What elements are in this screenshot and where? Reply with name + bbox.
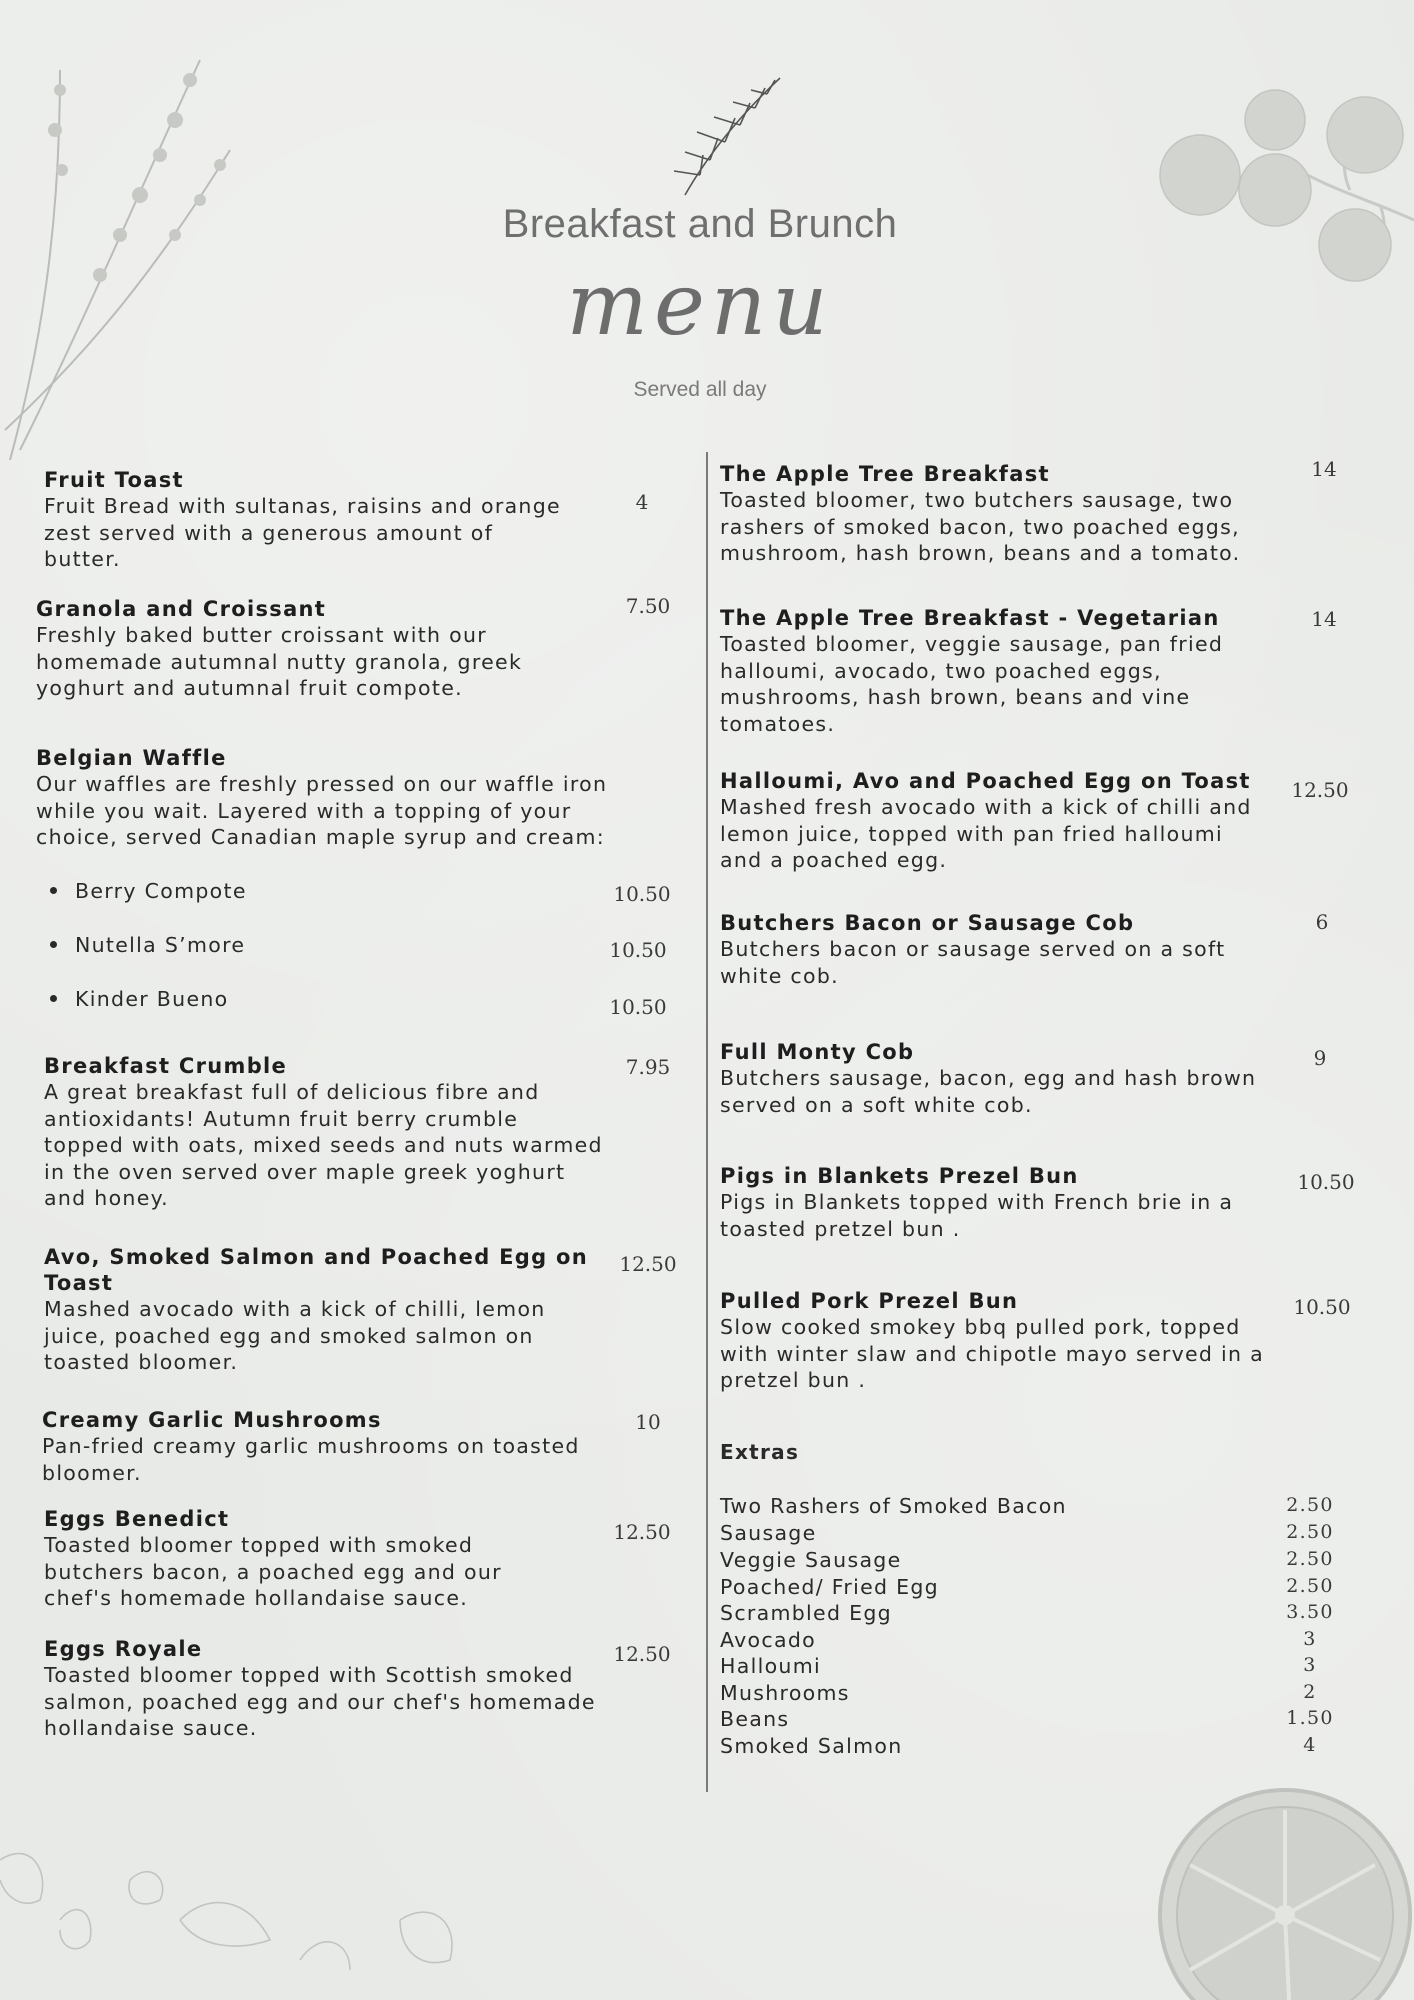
extra-name: Two Rashers of Smoked Bacon xyxy=(720,1494,1067,1518)
menu-item-fruit-toast xyxy=(44,467,564,573)
item-description: Toasted bloomer topped with smoked butchers bacon, a poached egg and our chef's homemade hollandaise sauce. xyxy=(44,1533,502,1610)
item-description: Toasted bloomer, two butchers sausage, two rashers of smoked bacon, two poached eggs, mushroom, hash brown, beans and a tomato. xyxy=(720,488,1241,565)
menu-item-eggs-benedict xyxy=(44,1506,574,1612)
item-name: Creamy Garlic Mushrooms xyxy=(42,1408,382,1432)
extra-item xyxy=(720,1575,1340,1602)
extra-item xyxy=(720,1494,1340,1521)
item-description: Pigs in Blankets topped with French brie in a toasted pretzel bun . xyxy=(720,1190,1234,1241)
menu-item-bacon-sausage-cob xyxy=(720,910,1280,989)
extras-heading: Extras xyxy=(720,1440,800,1464)
menu-item-eggs-royale xyxy=(44,1636,604,1742)
extra-name: Veggie Sausage xyxy=(720,1548,902,1572)
column-divider xyxy=(706,452,708,1792)
waffle-option xyxy=(50,933,245,957)
bullet-icon xyxy=(50,887,57,894)
item-description: Butchers sausage, bacon, egg and hash brown served on a soft white cob. xyxy=(720,1066,1257,1117)
extra-name: Sausage xyxy=(720,1521,817,1545)
option-name: Nutella S’more xyxy=(75,933,246,957)
extra-name: Avocado xyxy=(720,1628,816,1652)
option-price: 10.50 xyxy=(613,882,671,906)
waffle-option xyxy=(50,879,247,903)
item-description: Mashed fresh avocado with a kick of chilli and lemon juice, topped with pan fried halloumi and a poached egg. xyxy=(720,795,1252,872)
item-price: 10 xyxy=(635,1410,661,1434)
extra-price: 2 xyxy=(1303,1681,1317,1703)
extra-price: 2.50 xyxy=(1286,1521,1334,1543)
rosemary-sprig-icon xyxy=(655,70,785,200)
extra-item xyxy=(720,1601,1340,1628)
item-name: Eggs Royale xyxy=(44,1637,203,1661)
extra-price: 4 xyxy=(1303,1734,1317,1756)
item-price: 7.95 xyxy=(625,1055,671,1079)
item-name: Avo, Smoked Salmon and Poached Egg on Toast xyxy=(44,1245,589,1295)
menu-item-belgian-waffle xyxy=(36,745,656,851)
item-name: Full Monty Cob xyxy=(720,1040,915,1064)
item-description: Fruit Bread with sultanas, raisins and orange zest served with a generous amount of butter. xyxy=(44,494,561,571)
herb-sprig-illustration xyxy=(0,30,240,470)
lemon-slice-illustration xyxy=(1150,1770,1414,2000)
menu-item-granola-croissant xyxy=(36,596,576,702)
extra-price: 1.50 xyxy=(1286,1707,1334,1729)
extra-price: 2.50 xyxy=(1286,1494,1334,1516)
item-price: 10.50 xyxy=(1293,1295,1351,1319)
served-note: Served all day xyxy=(633,378,767,401)
option-price: 10.50 xyxy=(609,938,667,962)
item-name: Eggs Benedict xyxy=(44,1507,230,1531)
menu-item-halloumi-avo-egg xyxy=(720,768,1270,874)
extra-name: Poached/ Fried Egg xyxy=(720,1575,939,1599)
item-name: Breakfast Crumble xyxy=(44,1054,288,1078)
menu-item-full-monty-cob xyxy=(720,1039,1260,1118)
item-price: 14 xyxy=(1311,607,1337,631)
item-name: The Apple Tree Breakfast xyxy=(720,462,1050,486)
option-name: Berry Compote xyxy=(75,879,247,903)
extra-item xyxy=(720,1521,1340,1548)
item-price: 12.50 xyxy=(613,1520,671,1544)
item-description: Slow cooked smokey bbq pulled pork, topped with winter slaw and chipotle mayo served in a pretzel bun . xyxy=(720,1315,1265,1392)
option-price: 10.50 xyxy=(609,995,667,1019)
extra-name: Mushrooms xyxy=(720,1681,850,1705)
item-name: Granola and Croissant xyxy=(36,597,327,621)
extra-price: 2.50 xyxy=(1286,1548,1334,1570)
item-price: 12.50 xyxy=(619,1252,677,1276)
extra-item xyxy=(720,1628,1340,1655)
item-description: Our waffles are freshly pressed on our waffle iron while you wait. Layered with a topping of your choice, served Canadian maple syrup and cream: xyxy=(36,772,608,849)
menu-subtitle: Breakfast and Brunch xyxy=(502,202,898,246)
item-price: 12.50 xyxy=(613,1642,671,1666)
item-description: Butchers bacon or sausage served on a soft white cob. xyxy=(720,937,1226,988)
waffle-option xyxy=(50,987,229,1011)
item-description: Pan-fried creamy garlic mushrooms on toasted bloomer. xyxy=(42,1434,580,1485)
item-price: 4 xyxy=(635,490,649,514)
extra-name: Scrambled Egg xyxy=(720,1601,892,1625)
extra-item xyxy=(720,1681,1340,1708)
extra-name: Beans xyxy=(720,1707,790,1731)
item-name: Pulled Pork Prezel Bun xyxy=(720,1289,1019,1313)
item-name: The Apple Tree Breakfast - Vegetarian xyxy=(720,606,1220,630)
extra-price: 3.50 xyxy=(1286,1601,1334,1623)
menu-item-breakfast-crumble xyxy=(44,1053,604,1212)
extra-item xyxy=(720,1707,1340,1734)
item-price: 7.50 xyxy=(625,594,671,618)
extra-item xyxy=(720,1734,1340,1761)
item-price: 9 xyxy=(1313,1046,1327,1070)
item-name: Butchers Bacon or Sausage Cob xyxy=(720,911,1135,935)
extra-price: 3 xyxy=(1303,1628,1317,1650)
menu-item-pulled-pork xyxy=(720,1288,1270,1394)
menu-item-creamy-garlic-mushrooms xyxy=(42,1407,582,1486)
item-price: 12.50 xyxy=(1291,778,1349,802)
item-price: 6 xyxy=(1315,910,1329,934)
extra-price: 2.50 xyxy=(1286,1575,1334,1597)
menu-item-avo-smoked-salmon xyxy=(44,1244,604,1376)
leaves-illustration xyxy=(0,1800,500,2000)
menu-item-apple-tree-vegetarian xyxy=(720,605,1300,737)
item-name: Pigs in Blankets Prezel Bun xyxy=(720,1164,1079,1188)
item-name: Halloumi, Avo and Poached Egg on Toast xyxy=(720,769,1251,793)
extra-name: Halloumi xyxy=(720,1654,821,1678)
bullet-icon xyxy=(50,995,57,1002)
menu-item-pigs-in-blankets xyxy=(720,1163,1260,1242)
option-name: Kinder Bueno xyxy=(75,987,229,1011)
item-description: Freshly baked butter croissant with our homemade autumnal nutty granola, greek yoghurt and autumnal fruit compote. xyxy=(36,623,523,700)
item-name: Belgian Waffle xyxy=(36,746,227,770)
extra-item xyxy=(720,1654,1340,1681)
menu-item-apple-tree-breakfast xyxy=(720,461,1300,567)
extra-price: 3 xyxy=(1303,1654,1317,1676)
item-description: Toasted bloomer, veggie sausage, pan fried halloumi, avocado, two poached eggs, mushrooms, hash brown, beans and vine tomatoes. xyxy=(720,632,1224,736)
item-name: Fruit Toast xyxy=(44,468,184,492)
item-price: 14 xyxy=(1311,457,1337,481)
item-description: A great breakfast full of delicious fibre and antioxidants! Autumn fruit berry crumble topped with oats, mixed seeds and nuts warmed in the oven served over maple greek yoghurt and honey. xyxy=(44,1080,603,1210)
extra-item xyxy=(720,1548,1340,1575)
menu-title: menu xyxy=(566,255,834,355)
extra-name: Smoked Salmon xyxy=(720,1734,903,1758)
item-description: Mashed avocado with a kick of chilli, lemon juice, poached egg and smoked salmon on toasted bloomer. xyxy=(44,1297,546,1374)
item-description: Toasted bloomer topped with Scottish smoked salmon, poached egg and our chef's homemade hollandaise sauce. xyxy=(44,1663,596,1740)
bullet-icon xyxy=(50,941,57,948)
item-price: 10.50 xyxy=(1297,1170,1355,1194)
